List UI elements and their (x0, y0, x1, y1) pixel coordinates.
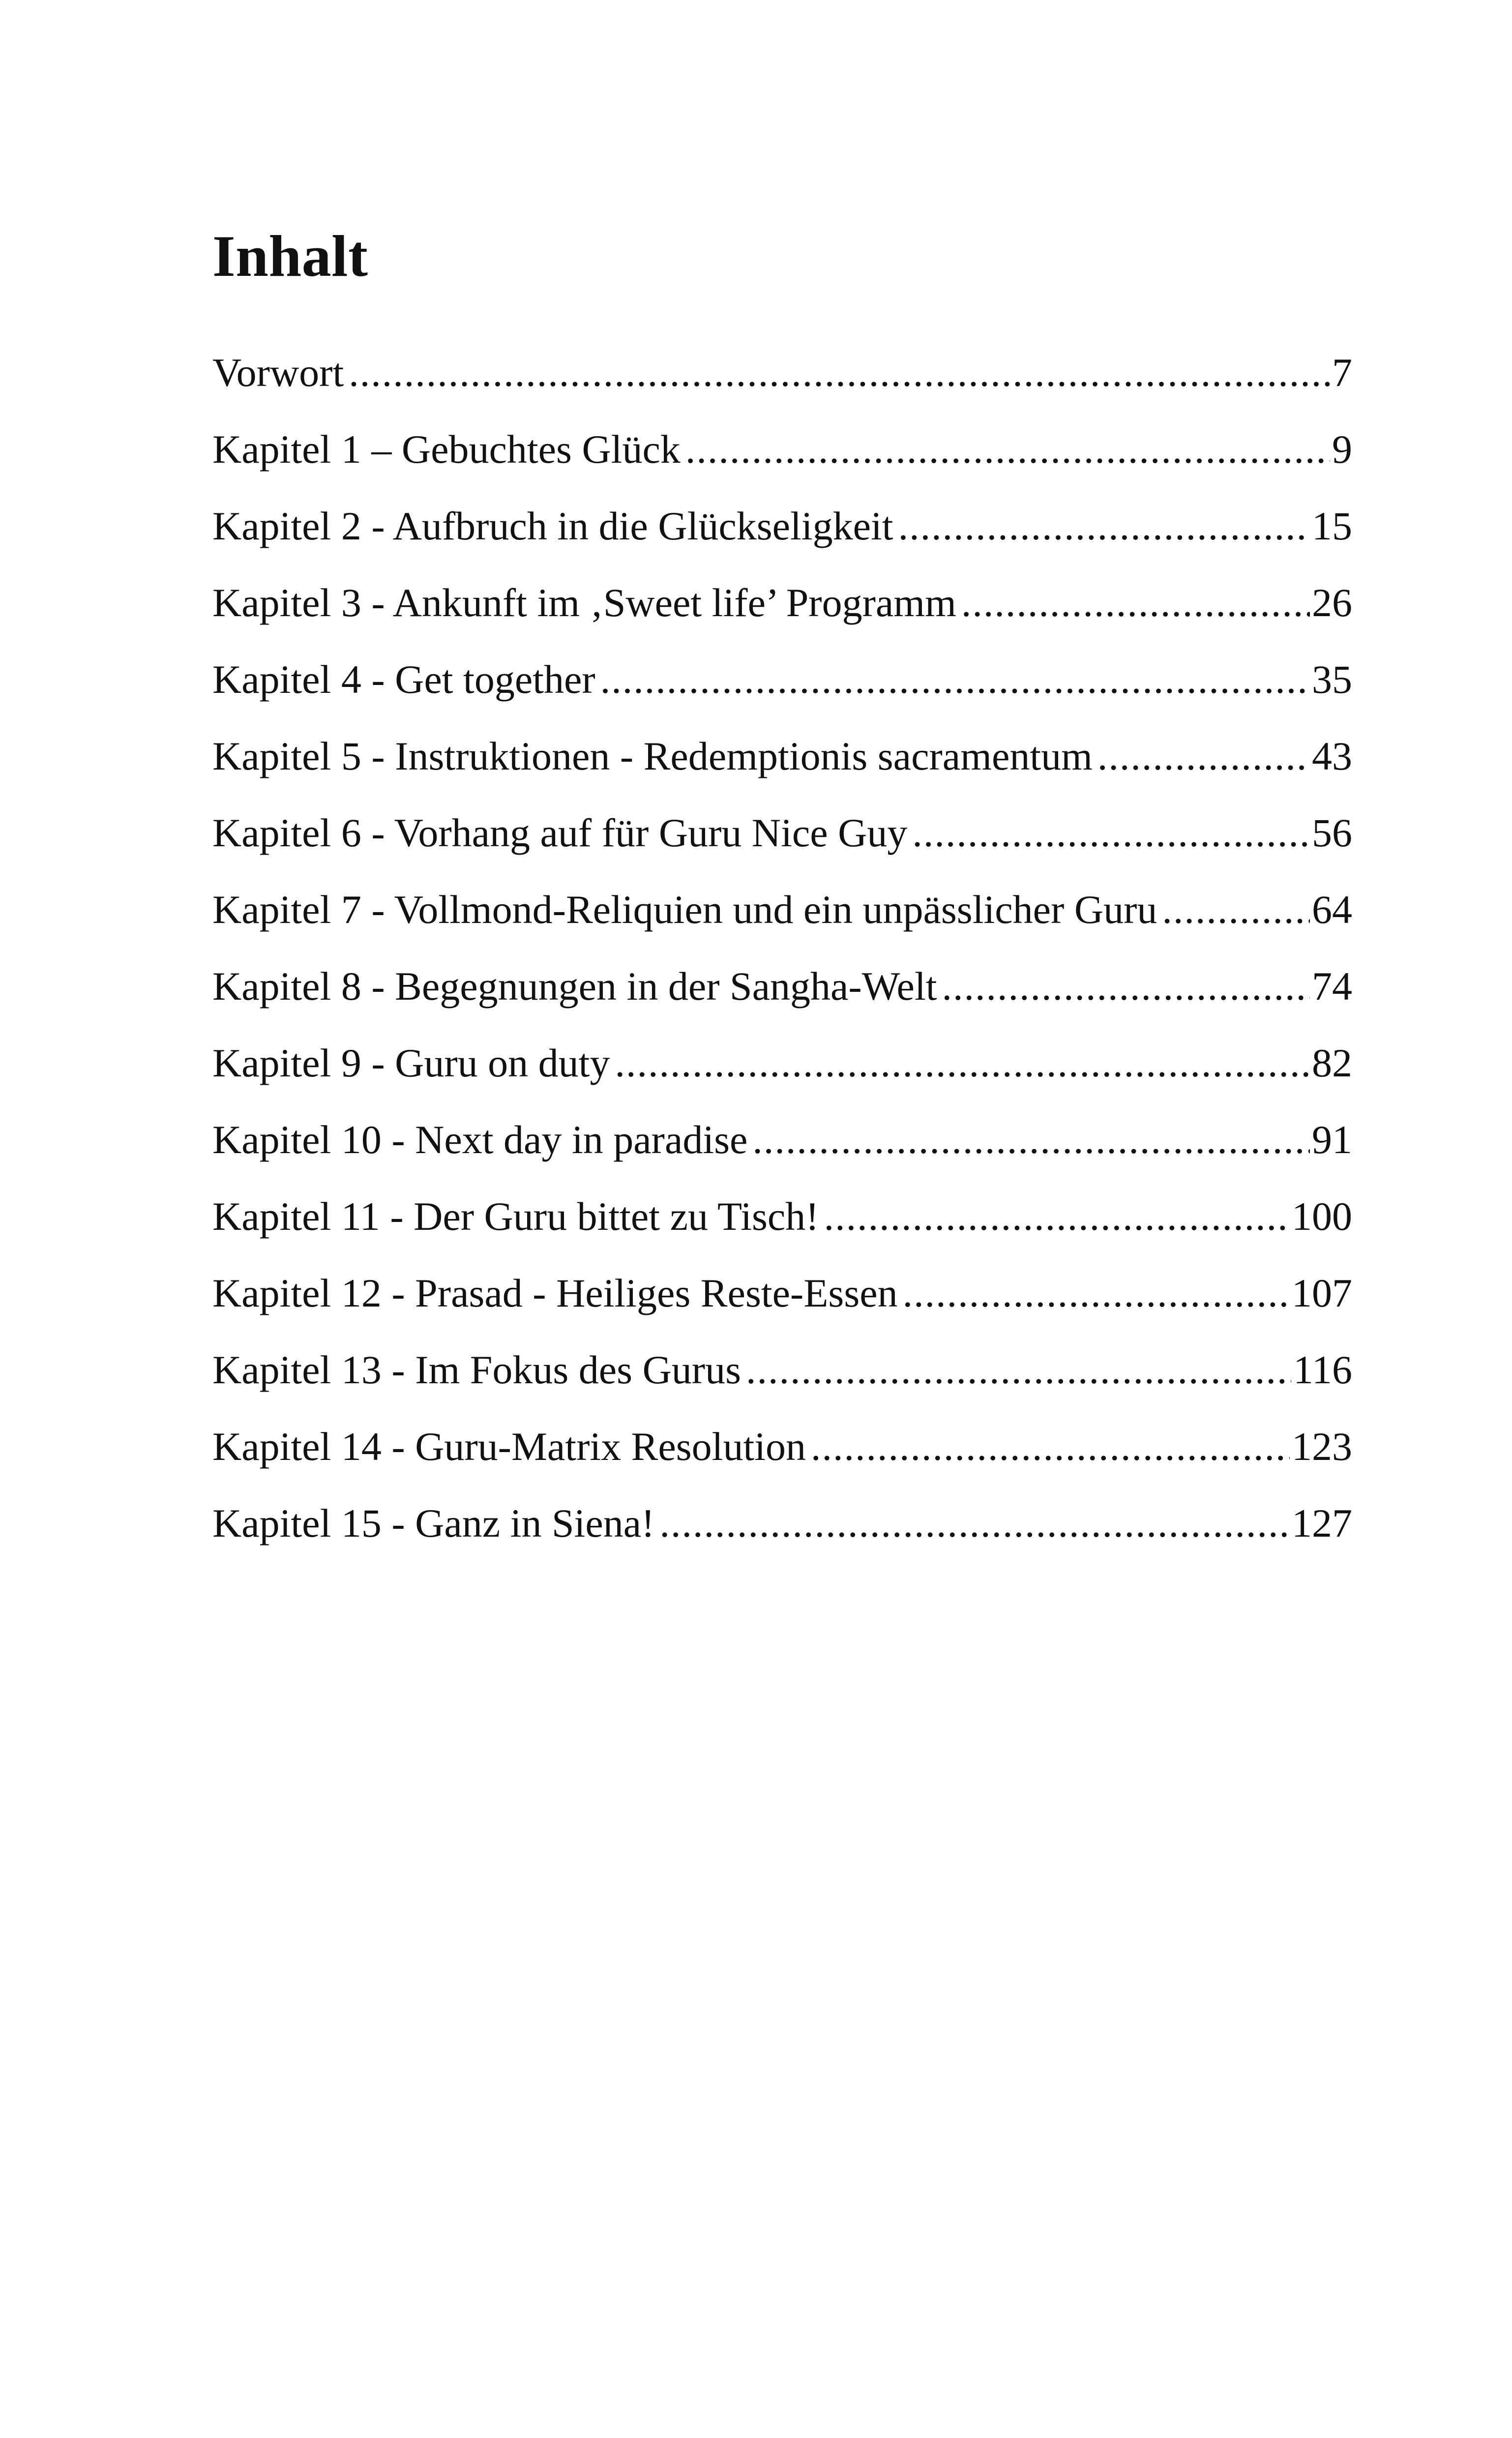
toc-entry (212, 718, 1352, 795)
toc-entry-title: Kapitel 1 – Gebuchtes Glück (212, 427, 681, 472)
toc-heading: Inhalt (212, 223, 368, 289)
toc-dot-leader (600, 641, 1310, 718)
toc-entry-page: 116 (1293, 1347, 1352, 1392)
toc-entry (212, 795, 1352, 871)
toc-dot-leader (659, 1485, 1290, 1562)
toc-dot-leader (349, 334, 1330, 411)
toc-entry-title: Kapitel 11 - Der Guru bittet zu Tisch! (212, 1194, 819, 1239)
toc-dot-leader (961, 565, 1310, 641)
toc-entry-title: Kapitel 13 - Im Fokus des Gurus (212, 1347, 741, 1392)
toc-dot-leader (903, 1255, 1290, 1332)
toc-entry (212, 1025, 1352, 1101)
toc-entry-page: 107 (1292, 1271, 1352, 1315)
toc-entry-title: Kapitel 9 - Guru on duty (212, 1041, 610, 1085)
toc-entry-page: 91 (1312, 1117, 1352, 1162)
toc-entry-page: 127 (1292, 1501, 1352, 1546)
toc-dot-leader (942, 948, 1310, 1025)
toc-entry-title: Kapitel 14 - Guru-Matrix Resolution (212, 1424, 806, 1469)
toc-entry-title: Kapitel 12 - Prasad - Heiliges Reste-Essen (212, 1271, 898, 1315)
toc-dot-leader (811, 1408, 1290, 1485)
toc-dot-leader (912, 795, 1310, 871)
toc-entry (212, 1101, 1352, 1178)
toc-entry-title: Kapitel 5 - Instruktionen - Redemptionis sacramentum (212, 734, 1093, 778)
toc-entry-page: 123 (1292, 1424, 1352, 1469)
toc-entry-page: 82 (1312, 1041, 1352, 1085)
toc-entry (212, 1178, 1352, 1255)
toc-entry (212, 488, 1352, 565)
toc-entry-page: 56 (1312, 810, 1352, 855)
toc-entry (212, 948, 1352, 1025)
toc-dot-leader (685, 411, 1330, 488)
toc-dot-leader (615, 1025, 1310, 1101)
toc-entry-title: Kapitel 8 - Begegnungen in der Sangha-Welt (212, 964, 937, 1009)
toc-entry (212, 641, 1352, 718)
toc-entry-page: 43 (1312, 734, 1352, 778)
toc-entry (212, 411, 1352, 488)
toc-dot-leader (1097, 718, 1310, 795)
toc-entry (212, 1255, 1352, 1332)
toc-entry (212, 1485, 1352, 1562)
toc-entry (212, 1332, 1352, 1408)
toc-entry-page: 35 (1312, 657, 1352, 702)
toc-entry-title: Kapitel 3 - Ankunft im ‚Sweet life’ Programm (212, 580, 956, 625)
toc-entry-title: Vorwort (212, 350, 344, 395)
toc-entry-title: Kapitel 7 - Vollmond-Reliquien und ein unpässlicher Guru (212, 887, 1157, 932)
toc-dot-leader (898, 488, 1310, 565)
toc-dot-leader (1162, 871, 1310, 948)
toc-entry-title: Kapitel 10 - Next day in paradise (212, 1117, 748, 1162)
toc-entry (212, 334, 1352, 411)
toc-dot-leader (824, 1178, 1290, 1255)
table-of-contents (212, 334, 1352, 1562)
toc-entry-page: 64 (1312, 887, 1352, 932)
toc-entry-title: Kapitel 15 - Ganz in Siena! (212, 1501, 655, 1546)
toc-entry-page: 26 (1312, 580, 1352, 625)
toc-entry-page: 74 (1312, 964, 1352, 1009)
toc-entry-title: Kapitel 6 - Vorhang auf für Guru Nice Guy (212, 810, 908, 855)
toc-entry-page: 15 (1312, 504, 1352, 548)
toc-dot-leader (746, 1332, 1291, 1408)
toc-entry (212, 565, 1352, 641)
toc-entry-title: Kapitel 2 - Aufbruch in die Glückseligkeit (212, 504, 893, 548)
toc-entry-page: 9 (1332, 427, 1352, 472)
toc-dot-leader (752, 1101, 1310, 1178)
toc-entry (212, 871, 1352, 948)
toc-entry-title: Kapitel 4 - Get together (212, 657, 595, 702)
toc-entry-page: 7 (1332, 350, 1352, 395)
toc-entry (212, 1408, 1352, 1485)
toc-entry-page: 100 (1292, 1194, 1352, 1239)
